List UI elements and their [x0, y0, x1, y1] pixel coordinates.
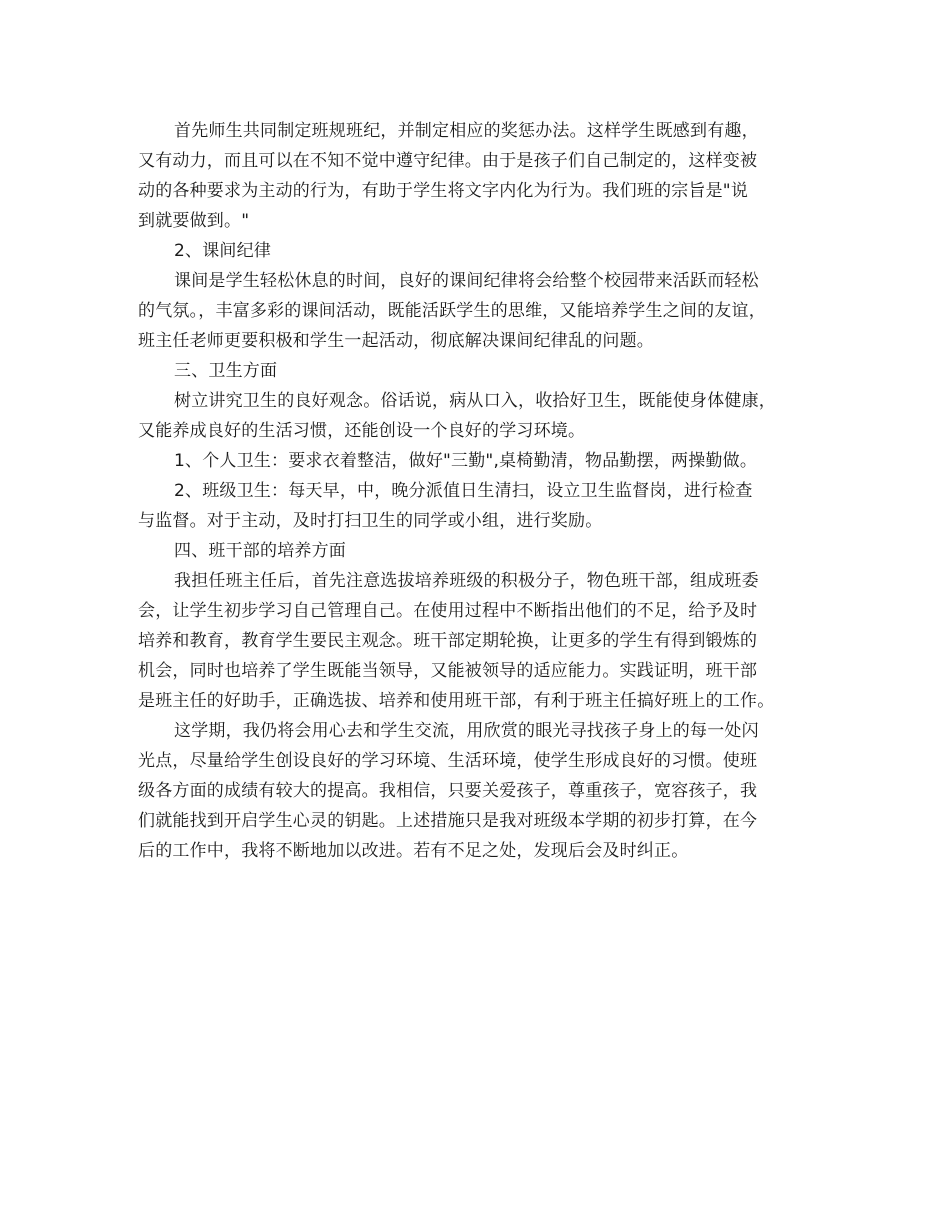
text-line: 我担任班主任后，首先注意选拔培养班级的积极分子，物色班干部，组成班委	[174, 571, 759, 591]
text-line: 这学期，我仍将会用心去和学生交流，用欣赏的眼光寻找孩子身上的每一处闪	[174, 721, 759, 741]
document-body	[138, 116, 828, 866]
text-line: 培养和教育，教育学生要民主观念。班干部定期轮换，让更多的学生有得到锻炼的	[138, 631, 758, 651]
text-line: 光点，尽量给学生创设良好的学习环境、生活环境，使学生形成良好的习惯。使班	[138, 751, 758, 771]
text-line: 后的工作中，我将不断地加以改进。若有不足之处，发现后会及时纠正。	[138, 841, 689, 861]
text-line: 1、个人卫生：要求衣着整洁，做好"三勤",桌椅勤清，物品勤摆，两操勤做。	[174, 451, 758, 471]
text-line: 三、卫生方面	[174, 361, 278, 381]
text-line: 树立讲究卫生的良好观念。俗话说，病从口入，收拾好卫生，既能使身体健康，	[174, 391, 776, 411]
text-line: 们就能找到开启学生心灵的钥匙。上述措施只是我对班级本学期的初步打算，在今	[138, 811, 758, 831]
text-line: 四、班干部的培养方面	[174, 541, 346, 561]
text-line: 到就要做到。"	[138, 211, 250, 231]
text-line: 级各方面的成绩有较大的提高。我相信，只要关爱孩子，尊重孩子，宽容孩子，我	[138, 781, 758, 801]
text-line: 机会，同时也培养了学生既能当领导，又能被领导的适应能力。实践证明，班干部	[138, 661, 758, 681]
text-line: 会，让学生初步学习自己管理自己。在使用过程中不断指出他们的不足，给予及时	[138, 601, 758, 621]
text-line: 与监督。对于主动，及时打扫卫生的同学或小组，进行奖励。	[138, 511, 603, 531]
text-line: 课间是学生轻松休息的时间，良好的课间纪律将会给整个校园带来活跃而轻松	[174, 271, 759, 291]
text-line: 首先师生共同制定班规班纪，并制定相应的奖惩办法。这样学生既感到有趣，	[174, 121, 759, 141]
text-line: 班主任老师更要积极和学生一起活动，彻底解决课间纪律乱的问题。	[138, 331, 654, 351]
text-line: 是班主任的好助手，正确选拔、培养和使用班干部，有利于班主任搞好班上的工作。	[138, 691, 775, 711]
text-line: 2、班级卫生：每天早，中，晚分派值日生清扫，设立卫生监督岗，进行检查	[174, 481, 753, 501]
text-line: 动的各种要求为主动的行为，有助于学生将文字内化为行为。我们班的宗旨是"说	[138, 181, 749, 201]
text-line: 2、课间纪律	[174, 241, 272, 261]
text-line: 又有动力，而且可以在不知不觉中遵守纪律。由于是孩子们自己制定的，这样变被	[138, 151, 758, 171]
text-line: 又能养成良好的生活习惯，还能创设一个良好的学习环境。	[138, 421, 586, 441]
text-line: 的气氛。，丰富多彩的课间活动，既能活跃学生的思维，又能培养学生之间的友谊，	[138, 301, 766, 321]
